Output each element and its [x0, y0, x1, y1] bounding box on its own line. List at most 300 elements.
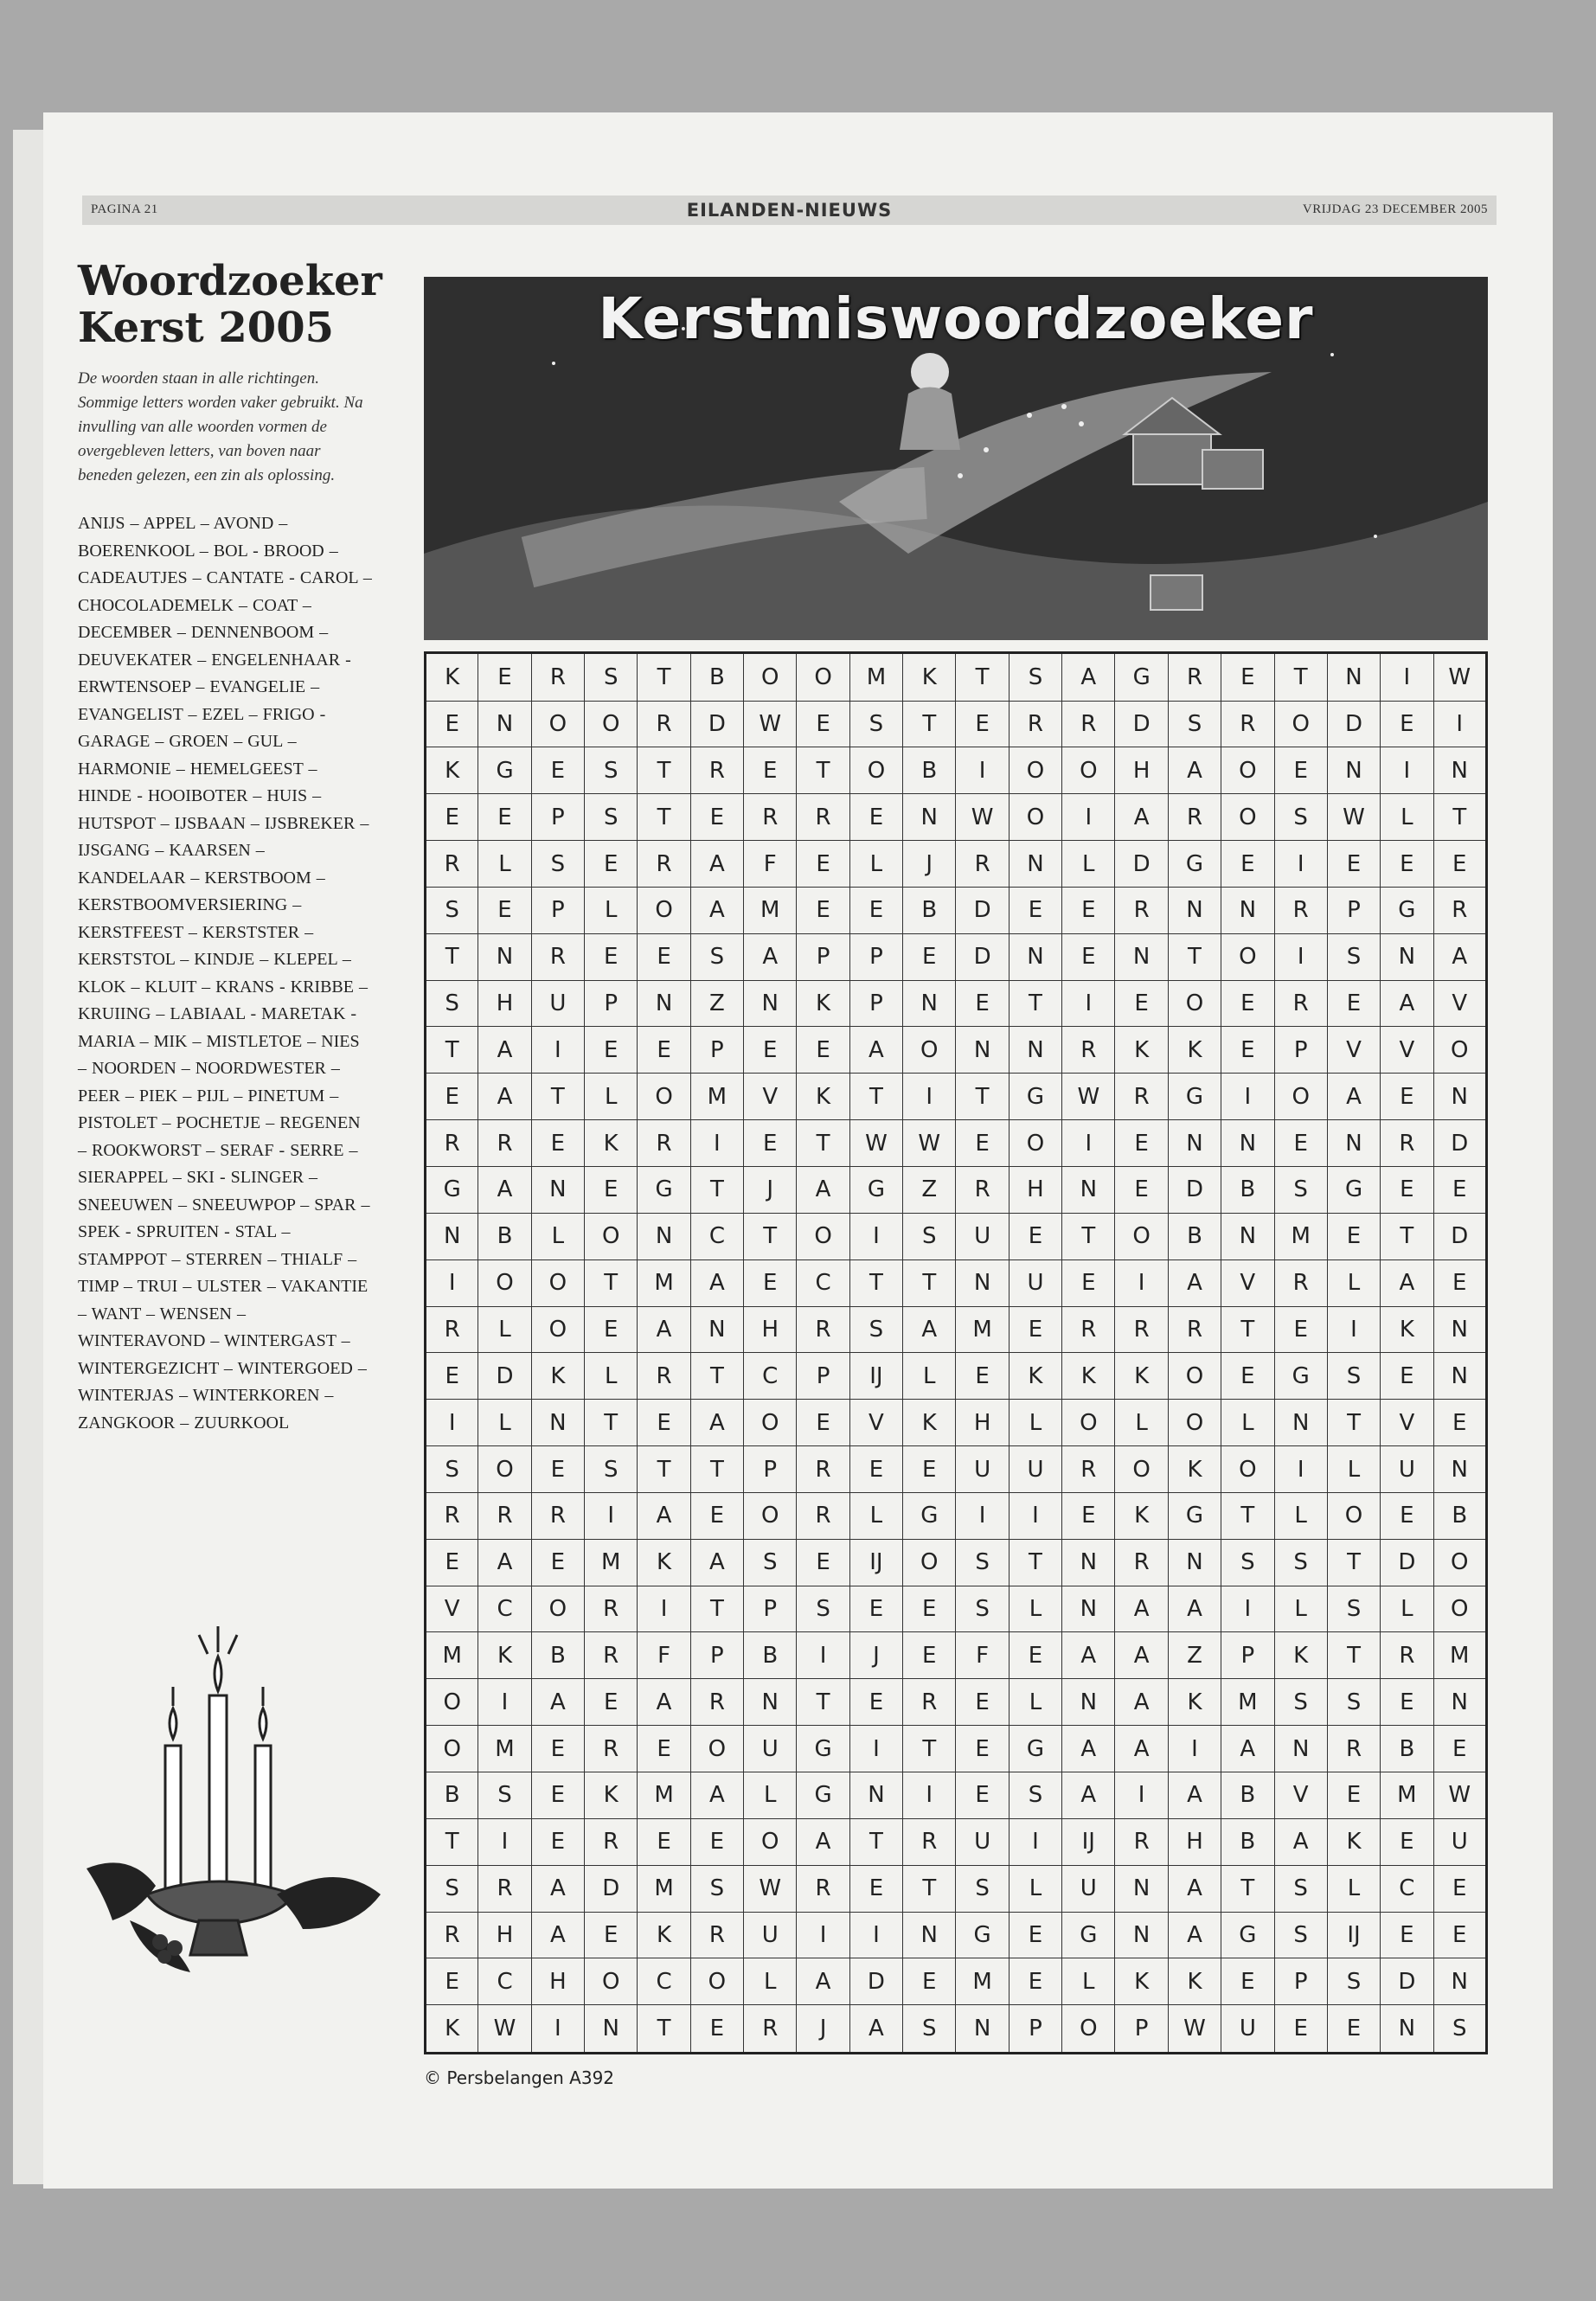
grid-cell[interactable]: N [956, 1259, 1009, 1306]
grid-cell[interactable]: K [903, 1400, 956, 1446]
grid-cell[interactable]: T [849, 1818, 902, 1865]
grid-cell[interactable]: E [1433, 1865, 1486, 1912]
grid-cell[interactable]: S [1009, 1772, 1061, 1818]
grid-cell[interactable]: S [585, 653, 638, 702]
grid-cell[interactable]: M [426, 1632, 478, 1679]
grid-cell[interactable]: E [1009, 1213, 1061, 1259]
grid-cell[interactable]: L [1062, 841, 1115, 888]
grid-cell[interactable]: B [744, 1632, 797, 1679]
grid-cell[interactable]: L [1009, 1679, 1061, 1726]
grid-cell[interactable]: E [585, 841, 638, 888]
grid-cell[interactable]: P [797, 933, 849, 980]
grid-cell[interactable]: E [531, 1772, 584, 1818]
grid-cell[interactable]: N [1168, 1120, 1221, 1167]
grid-cell[interactable]: N [531, 1167, 584, 1214]
grid-cell[interactable]: I [1062, 794, 1115, 841]
grid-cell[interactable]: B [531, 1632, 584, 1679]
grid-cell[interactable]: E [1062, 1492, 1115, 1539]
grid-cell[interactable]: D [849, 1958, 902, 2005]
grid-cell[interactable]: E [849, 1679, 902, 1726]
grid-cell[interactable]: I [797, 1912, 849, 1958]
grid-cell[interactable]: R [797, 794, 849, 841]
grid-cell[interactable]: E [690, 2005, 743, 2054]
grid-cell[interactable]: A [690, 1400, 743, 1446]
grid-cell[interactable]: E [1062, 1259, 1115, 1306]
grid-cell[interactable]: D [478, 1353, 531, 1400]
grid-cell[interactable]: O [638, 887, 690, 933]
grid-cell[interactable]: T [426, 1027, 478, 1074]
grid-cell[interactable]: O [1274, 701, 1327, 747]
grid-cell[interactable]: P [690, 1027, 743, 1074]
grid-cell[interactable]: K [638, 1912, 690, 1958]
grid-cell[interactable]: R [1274, 887, 1327, 933]
grid-cell[interactable]: E [1381, 1492, 1433, 1539]
grid-cell[interactable]: A [797, 1167, 849, 1214]
grid-cell[interactable]: J [849, 1632, 902, 1679]
grid-cell[interactable]: F [638, 1632, 690, 1679]
grid-cell[interactable]: V [426, 1586, 478, 1632]
grid-cell[interactable]: O [531, 1586, 584, 1632]
grid-cell[interactable]: M [585, 1539, 638, 1586]
grid-cell[interactable]: S [585, 794, 638, 841]
grid-cell[interactable]: V [1381, 1400, 1433, 1446]
grid-cell[interactable]: C [478, 1958, 531, 2005]
grid-cell[interactable]: E [1381, 1912, 1433, 1958]
grid-cell[interactable]: O [1221, 1446, 1274, 1493]
grid-cell[interactable]: Z [903, 1167, 956, 1214]
grid-cell[interactable]: T [638, 1446, 690, 1493]
grid-cell[interactable]: E [585, 1679, 638, 1726]
grid-cell[interactable]: S [1327, 1353, 1380, 1400]
grid-cell[interactable]: E [638, 1400, 690, 1446]
grid-cell[interactable]: E [956, 1679, 1009, 1726]
grid-cell[interactable]: T [1221, 1306, 1274, 1353]
grid-cell[interactable]: N [1221, 1120, 1274, 1167]
grid-cell[interactable]: Z [690, 980, 743, 1027]
grid-cell[interactable]: R [1168, 1306, 1221, 1353]
grid-cell[interactable]: I [1062, 980, 1115, 1027]
grid-cell[interactable]: W [903, 1120, 956, 1167]
grid-cell[interactable]: L [478, 1306, 531, 1353]
grid-cell[interactable]: U [744, 1726, 797, 1772]
grid-cell[interactable]: R [1009, 701, 1061, 747]
grid-cell[interactable]: K [585, 1772, 638, 1818]
grid-cell[interactable]: L [1381, 1586, 1433, 1632]
grid-cell[interactable]: R [1168, 653, 1221, 702]
grid-cell[interactable]: O [1168, 1353, 1221, 1400]
grid-cell[interactable]: G [1115, 653, 1168, 702]
grid-cell[interactable]: IJ [849, 1353, 902, 1400]
grid-cell[interactable]: I [1274, 1446, 1327, 1493]
grid-cell[interactable]: E [797, 1027, 849, 1074]
grid-cell[interactable]: S [531, 841, 584, 888]
grid-cell[interactable]: E [478, 887, 531, 933]
grid-cell[interactable]: W [1327, 794, 1380, 841]
grid-cell[interactable]: M [638, 1865, 690, 1912]
grid-cell[interactable]: R [1062, 1446, 1115, 1493]
grid-cell[interactable]: H [1168, 1818, 1221, 1865]
grid-cell[interactable]: U [1433, 1818, 1486, 1865]
grid-cell[interactable]: E [849, 794, 902, 841]
grid-cell[interactable]: IJ [1327, 1912, 1380, 1958]
grid-cell[interactable]: M [956, 1306, 1009, 1353]
grid-cell[interactable]: E [1221, 841, 1274, 888]
grid-cell[interactable]: E [1115, 1167, 1168, 1214]
grid-cell[interactable]: E [478, 794, 531, 841]
grid-cell[interactable]: R [426, 841, 478, 888]
grid-cell[interactable]: N [1115, 1912, 1168, 1958]
grid-cell[interactable]: E [797, 1400, 849, 1446]
grid-cell[interactable]: E [1062, 887, 1115, 933]
grid-cell[interactable]: I [1381, 653, 1433, 702]
grid-cell[interactable]: C [797, 1259, 849, 1306]
grid-cell[interactable]: IJ [1062, 1818, 1115, 1865]
grid-cell[interactable]: E [1115, 1120, 1168, 1167]
grid-cell[interactable]: A [1221, 1726, 1274, 1772]
grid-cell[interactable]: L [1009, 1400, 1061, 1446]
grid-cell[interactable]: R [1221, 701, 1274, 747]
grid-cell[interactable]: B [690, 653, 743, 702]
grid-cell[interactable]: B [1381, 1726, 1433, 1772]
grid-cell[interactable]: A [903, 1306, 956, 1353]
grid-cell[interactable]: A [690, 841, 743, 888]
grid-cell[interactable]: N [1433, 1446, 1486, 1493]
grid-cell[interactable]: R [426, 1912, 478, 1958]
grid-cell[interactable]: E [1327, 841, 1380, 888]
grid-cell[interactable]: T [1381, 1213, 1433, 1259]
grid-cell[interactable]: B [1168, 1213, 1221, 1259]
grid-cell[interactable]: S [1327, 1586, 1380, 1632]
grid-cell[interactable]: E [1009, 1912, 1061, 1958]
grid-cell[interactable]: N [849, 1772, 902, 1818]
grid-cell[interactable]: E [478, 653, 531, 702]
grid-cell[interactable]: P [744, 1586, 797, 1632]
grid-cell[interactable]: D [1115, 701, 1168, 747]
grid-cell[interactable]: E [1433, 1726, 1486, 1772]
grid-cell[interactable]: E [1327, 1213, 1380, 1259]
grid-cell[interactable]: A [1115, 1632, 1168, 1679]
grid-cell[interactable]: P [1221, 1632, 1274, 1679]
grid-cell[interactable]: E [585, 1912, 638, 1958]
grid-cell[interactable]: O [478, 1259, 531, 1306]
grid-cell[interactable]: L [1327, 1446, 1380, 1493]
grid-cell[interactable]: O [478, 1446, 531, 1493]
grid-cell[interactable]: A [1168, 747, 1221, 794]
grid-cell[interactable]: I [426, 1259, 478, 1306]
grid-cell[interactable]: S [849, 701, 902, 747]
grid-cell[interactable]: N [1433, 1958, 1486, 2005]
grid-cell[interactable]: R [585, 1818, 638, 1865]
grid-cell[interactable]: E [1327, 980, 1380, 1027]
grid-cell[interactable]: S [1274, 1912, 1327, 1958]
grid-cell[interactable]: E [1221, 1958, 1274, 2005]
grid-cell[interactable]: S [1274, 1167, 1327, 1214]
grid-cell[interactable]: E [849, 1586, 902, 1632]
grid-cell[interactable]: R [797, 1492, 849, 1539]
grid-cell[interactable]: I [1221, 1074, 1274, 1120]
grid-cell[interactable]: R [478, 1492, 531, 1539]
grid-cell[interactable]: E [585, 933, 638, 980]
grid-cell[interactable]: E [426, 794, 478, 841]
grid-cell[interactable]: R [1062, 701, 1115, 747]
grid-cell[interactable]: G [1327, 1167, 1380, 1214]
grid-cell[interactable]: E [1381, 701, 1433, 747]
grid-cell[interactable]: L [1274, 1586, 1327, 1632]
grid-cell[interactable]: K [1062, 1353, 1115, 1400]
grid-cell[interactable]: G [1168, 1074, 1221, 1120]
grid-cell[interactable]: N [638, 980, 690, 1027]
grid-cell[interactable]: E [638, 1818, 690, 1865]
grid-cell[interactable]: T [849, 1259, 902, 1306]
grid-cell[interactable]: A [1168, 1772, 1221, 1818]
grid-cell[interactable]: B [478, 1213, 531, 1259]
grid-cell[interactable]: O [1062, 2005, 1115, 2054]
grid-cell[interactable]: H [744, 1306, 797, 1353]
grid-cell[interactable]: I [1274, 933, 1327, 980]
grid-cell[interactable]: A [1381, 1259, 1433, 1306]
grid-cell[interactable]: M [1381, 1772, 1433, 1818]
grid-cell[interactable]: E [1433, 1912, 1486, 1958]
grid-cell[interactable]: R [903, 1818, 956, 1865]
grid-cell[interactable]: K [426, 653, 478, 702]
grid-cell[interactable]: E [797, 1539, 849, 1586]
grid-cell[interactable]: O [1327, 1492, 1380, 1539]
grid-cell[interactable]: T [638, 747, 690, 794]
grid-cell[interactable]: R [690, 747, 743, 794]
grid-cell[interactable]: R [426, 1492, 478, 1539]
grid-cell[interactable]: O [1274, 1074, 1327, 1120]
grid-cell[interactable]: S [1327, 1958, 1380, 2005]
grid-cell[interactable]: A [1115, 794, 1168, 841]
grid-cell[interactable]: E [1274, 747, 1327, 794]
grid-cell[interactable]: I [1009, 1818, 1061, 1865]
grid-cell[interactable]: A [690, 1259, 743, 1306]
grid-cell[interactable]: T [744, 1213, 797, 1259]
grid-cell[interactable]: I [426, 1400, 478, 1446]
grid-cell[interactable]: O [1009, 747, 1061, 794]
grid-cell[interactable]: E [690, 794, 743, 841]
grid-cell[interactable]: L [1062, 1958, 1115, 2005]
grid-cell[interactable]: E [1274, 1306, 1327, 1353]
grid-cell[interactable]: O [1168, 980, 1221, 1027]
grid-cell[interactable]: I [849, 1213, 902, 1259]
grid-cell[interactable]: E [1381, 1679, 1433, 1726]
grid-cell[interactable]: G [1274, 1353, 1327, 1400]
grid-cell[interactable]: T [797, 1679, 849, 1726]
grid-cell[interactable]: O [903, 1027, 956, 1074]
grid-cell[interactable]: P [1115, 2005, 1168, 2054]
grid-cell[interactable]: T [797, 747, 849, 794]
grid-cell[interactable]: O [690, 1958, 743, 2005]
grid-cell[interactable]: S [690, 1865, 743, 1912]
grid-cell[interactable]: L [478, 1400, 531, 1446]
grid-cell[interactable]: B [1221, 1167, 1274, 1214]
grid-cell[interactable]: G [797, 1726, 849, 1772]
grid-cell[interactable]: K [903, 653, 956, 702]
grid-cell[interactable]: E [1433, 841, 1486, 888]
grid-cell[interactable]: T [956, 1074, 1009, 1120]
grid-cell[interactable]: S [1274, 1865, 1327, 1912]
grid-cell[interactable]: K [638, 1539, 690, 1586]
grid-cell[interactable]: E [638, 1027, 690, 1074]
grid-cell[interactable]: I [585, 1492, 638, 1539]
grid-cell[interactable]: O [1009, 1120, 1061, 1167]
grid-cell[interactable]: T [849, 1074, 902, 1120]
grid-cell[interactable]: U [956, 1446, 1009, 1493]
grid-cell[interactable]: W [1433, 1772, 1486, 1818]
grid-cell[interactable]: A [690, 1539, 743, 1586]
grid-cell[interactable]: K [531, 1353, 584, 1400]
grid-cell[interactable]: O [744, 653, 797, 702]
grid-cell[interactable]: K [1115, 1958, 1168, 2005]
grid-cell[interactable]: N [1381, 2005, 1433, 2054]
grid-cell[interactable]: I [1327, 1306, 1380, 1353]
grid-cell[interactable]: A [849, 2005, 902, 2054]
grid-cell[interactable]: I [903, 1772, 956, 1818]
grid-cell[interactable]: E [956, 1353, 1009, 1400]
grid-cell[interactable]: T [1221, 1492, 1274, 1539]
grid-cell[interactable]: O [1221, 747, 1274, 794]
grid-cell[interactable]: S [1168, 701, 1221, 747]
grid-cell[interactable]: T [797, 1120, 849, 1167]
grid-cell[interactable]: S [956, 1586, 1009, 1632]
grid-cell[interactable]: T [1433, 794, 1486, 841]
grid-cell[interactable]: P [531, 887, 584, 933]
grid-cell[interactable]: P [797, 1353, 849, 1400]
grid-cell[interactable]: T [903, 1726, 956, 1772]
grid-cell[interactable]: R [531, 653, 584, 702]
grid-cell[interactable]: B [1221, 1818, 1274, 1865]
grid-cell[interactable]: E [744, 747, 797, 794]
grid-cell[interactable]: G [1168, 1492, 1221, 1539]
grid-cell[interactable]: B [426, 1772, 478, 1818]
grid-cell[interactable]: N [956, 2005, 1009, 2054]
grid-cell[interactable]: A [797, 1818, 849, 1865]
grid-cell[interactable]: I [531, 2005, 584, 2054]
grid-cell[interactable]: C [690, 1213, 743, 1259]
grid-cell[interactable]: W [744, 701, 797, 747]
grid-cell[interactable]: A [478, 1167, 531, 1214]
grid-cell[interactable]: R [797, 1306, 849, 1353]
grid-cell[interactable]: S [956, 1865, 1009, 1912]
grid-cell[interactable]: T [903, 1865, 956, 1912]
grid-cell[interactable]: K [1168, 1679, 1221, 1726]
grid-cell[interactable]: E [956, 1726, 1009, 1772]
grid-cell[interactable]: R [690, 1679, 743, 1726]
grid-cell[interactable]: P [1274, 1958, 1327, 2005]
grid-cell[interactable]: S [426, 1865, 478, 1912]
grid-cell[interactable]: A [478, 1539, 531, 1586]
grid-cell[interactable]: O [849, 747, 902, 794]
grid-cell[interactable]: I [1381, 747, 1433, 794]
grid-cell[interactable]: T [1062, 1213, 1115, 1259]
grid-cell[interactable]: D [1381, 1539, 1433, 1586]
grid-cell[interactable]: A [797, 1958, 849, 2005]
grid-cell[interactable]: G [1221, 1912, 1274, 1958]
grid-cell[interactable]: N [585, 2005, 638, 2054]
grid-cell[interactable]: K [585, 1120, 638, 1167]
grid-cell[interactable]: N [1221, 887, 1274, 933]
grid-cell[interactable]: T [638, 794, 690, 841]
grid-cell[interactable]: S [956, 1539, 1009, 1586]
grid-cell[interactable]: R [478, 1865, 531, 1912]
grid-cell[interactable]: M [478, 1726, 531, 1772]
grid-cell[interactable]: R [638, 701, 690, 747]
grid-cell[interactable]: D [1433, 1213, 1486, 1259]
grid-cell[interactable]: R [797, 1865, 849, 1912]
grid-cell[interactable]: E [744, 1259, 797, 1306]
grid-cell[interactable]: O [744, 1492, 797, 1539]
grid-cell[interactable]: E [1433, 1400, 1486, 1446]
grid-cell[interactable]: R [585, 1632, 638, 1679]
grid-cell[interactable]: M [638, 1259, 690, 1306]
grid-cell[interactable]: N [1009, 1027, 1061, 1074]
grid-cell[interactable]: L [1009, 1586, 1061, 1632]
grid-cell[interactable]: N [638, 1213, 690, 1259]
grid-cell[interactable]: K [426, 747, 478, 794]
grid-cell[interactable]: T [690, 1586, 743, 1632]
grid-cell[interactable]: G [1009, 1074, 1061, 1120]
grid-cell[interactable]: A [1274, 1818, 1327, 1865]
grid-cell[interactable]: O [744, 1818, 797, 1865]
grid-cell[interactable]: U [531, 980, 584, 1027]
grid-cell[interactable]: P [1009, 2005, 1061, 2054]
grid-cell[interactable]: D [690, 701, 743, 747]
grid-cell[interactable]: D [1115, 841, 1168, 888]
grid-cell[interactable]: L [478, 841, 531, 888]
grid-cell[interactable]: A [1062, 653, 1115, 702]
grid-cell[interactable]: P [744, 1446, 797, 1493]
grid-cell[interactable]: T [1009, 980, 1061, 1027]
grid-cell[interactable]: R [1381, 1632, 1433, 1679]
grid-cell[interactable]: B [1221, 1772, 1274, 1818]
grid-cell[interactable]: F [956, 1632, 1009, 1679]
grid-cell[interactable]: E [744, 1120, 797, 1167]
grid-cell[interactable]: T [903, 1259, 956, 1306]
grid-cell[interactable]: C [478, 1586, 531, 1632]
grid-cell[interactable]: O [585, 1958, 638, 2005]
grid-cell[interactable]: N [1327, 653, 1380, 702]
grid-cell[interactable]: N [1062, 1679, 1115, 1726]
grid-cell[interactable]: E [1327, 1772, 1380, 1818]
grid-cell[interactable]: V [1433, 980, 1486, 1027]
grid-cell[interactable]: T [1274, 653, 1327, 702]
grid-cell[interactable]: R [585, 1726, 638, 1772]
grid-cell[interactable]: R [744, 2005, 797, 2054]
grid-cell[interactable]: E [1221, 1027, 1274, 1074]
grid-cell[interactable]: V [1327, 1027, 1380, 1074]
grid-cell[interactable]: E [1381, 1167, 1433, 1214]
grid-cell[interactable]: T [638, 2005, 690, 2054]
grid-cell[interactable]: K [1274, 1632, 1327, 1679]
grid-cell[interactable]: D [1327, 701, 1380, 747]
grid-cell[interactable]: M [849, 653, 902, 702]
grid-cell[interactable]: O [690, 1726, 743, 1772]
grid-cell[interactable]: S [585, 1446, 638, 1493]
grid-cell[interactable]: U [1009, 1446, 1061, 1493]
grid-cell[interactable]: R [690, 1912, 743, 1958]
grid-cell[interactable]: K [1115, 1492, 1168, 1539]
grid-cell[interactable]: L [585, 1074, 638, 1120]
grid-cell[interactable]: O [797, 1213, 849, 1259]
grid-cell[interactable]: D [1168, 1167, 1221, 1214]
grid-cell[interactable]: A [1168, 1586, 1221, 1632]
grid-cell[interactable]: B [903, 747, 956, 794]
grid-cell[interactable]: O [1433, 1539, 1486, 1586]
grid-cell[interactable]: E [1433, 1167, 1486, 1214]
grid-cell[interactable]: R [1115, 887, 1168, 933]
grid-cell[interactable]: K [426, 2005, 478, 2054]
